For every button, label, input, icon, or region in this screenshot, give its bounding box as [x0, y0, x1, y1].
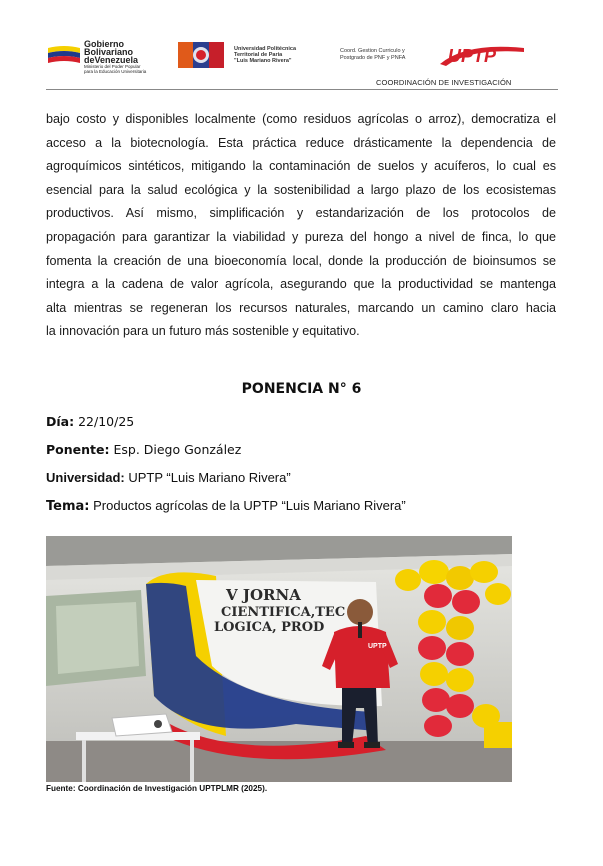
event-photo — [46, 536, 512, 782]
paragraph-line: acceso a la biotecnología. Esta práctica reduce drásticamente la dependencia de — [46, 135, 556, 150]
banner-line-1: V JORNA — [226, 586, 301, 604]
ponente-value: Esp. Diego González — [113, 442, 242, 457]
paragraph-line: alta mientras se regeneran los recursos naturales, marcando un camino claro hacia — [46, 300, 556, 315]
svg-text:UPTP: UPTP — [368, 643, 387, 650]
tema-value: Productos agrícolas de la UPTP “Luis Mariano Rivera” — [93, 498, 406, 513]
university-seal-logo — [176, 40, 226, 70]
paragraph-line: agroquímicos sintéticos, mitigando la contaminación de suelos y acuíferos, lo cual es — [46, 159, 556, 174]
ponencia-heading: PONENCIA N° 6 — [241, 381, 362, 397]
universidad-value: UPTP “Luis Mariano Rivera” — [128, 470, 291, 485]
tema-field — [46, 498, 406, 514]
figure-caption: Fuente: Coordinación de Investigación UPTPLMR (2025). — [46, 784, 268, 793]
gobierno-text: Gobierno Bolivariano deVenezuela Ministerio del Poder Popular para la Educación Universitaria — [84, 39, 147, 74]
paragraph-line: integra a la cadena de valor agrícola, asegurando que la productividad se mantenga — [46, 277, 556, 292]
universidad-text: Universidad Politécnica Territorial de Paria "Luis Mariano Rivera" — [234, 46, 297, 64]
header-divider — [46, 89, 558, 90]
ponente-field — [46, 442, 241, 457]
svg-text:UPTP: UPTP — [448, 46, 497, 66]
paragraph-line: propagación para garantizar la viabilidad y pureza del hongo a nivel de finca, lo que — [46, 229, 556, 244]
universidad-field — [46, 470, 291, 485]
paragraph-line: esencial para la salud ecológica y la sostenibilidad a largo plazo de los ecosistemas — [46, 182, 556, 197]
photo-illustration — [46, 536, 512, 782]
banner-line-2: CIENTIFICA,TEC — [221, 605, 346, 620]
paragraph-line: bajo costo y disponibles localmente (como residuos agrícolas o arroz), democratiza el — [46, 112, 556, 126]
paragraph-line: la innovación para un futuro más sostenible y equitativo. — [46, 324, 360, 339]
body-paragraph — [46, 108, 556, 344]
dia-value: 22/10/25 — [78, 414, 135, 429]
paragraph-line: fomenta la creación de una bioeconomía local, donde la producción de bioinsumos se — [46, 253, 556, 268]
venezuela-flag-logo — [46, 44, 82, 66]
paragraph-line: productivos. Así mismo, simplificación y estandarización de los protocolos de — [46, 206, 556, 221]
banner-line-3: LOGICA, PROD — [214, 620, 325, 635]
document-header — [46, 38, 558, 88]
tema-label: Tema: — [46, 499, 90, 514]
universidad-label: Universidad: — [46, 470, 125, 485]
dia-field — [46, 414, 134, 429]
ponente-label: Ponente: — [46, 442, 110, 457]
coordinacion-investigacion: COORDINACIÓN DE INVESTIGACIÓN — [376, 78, 512, 87]
uptp-logo — [436, 40, 528, 68]
dia-label: Día: — [46, 414, 75, 429]
coord-gestion-text: Coord. Gestion Curriculo y Postgrado de PNF y PNFA — [340, 48, 406, 61]
